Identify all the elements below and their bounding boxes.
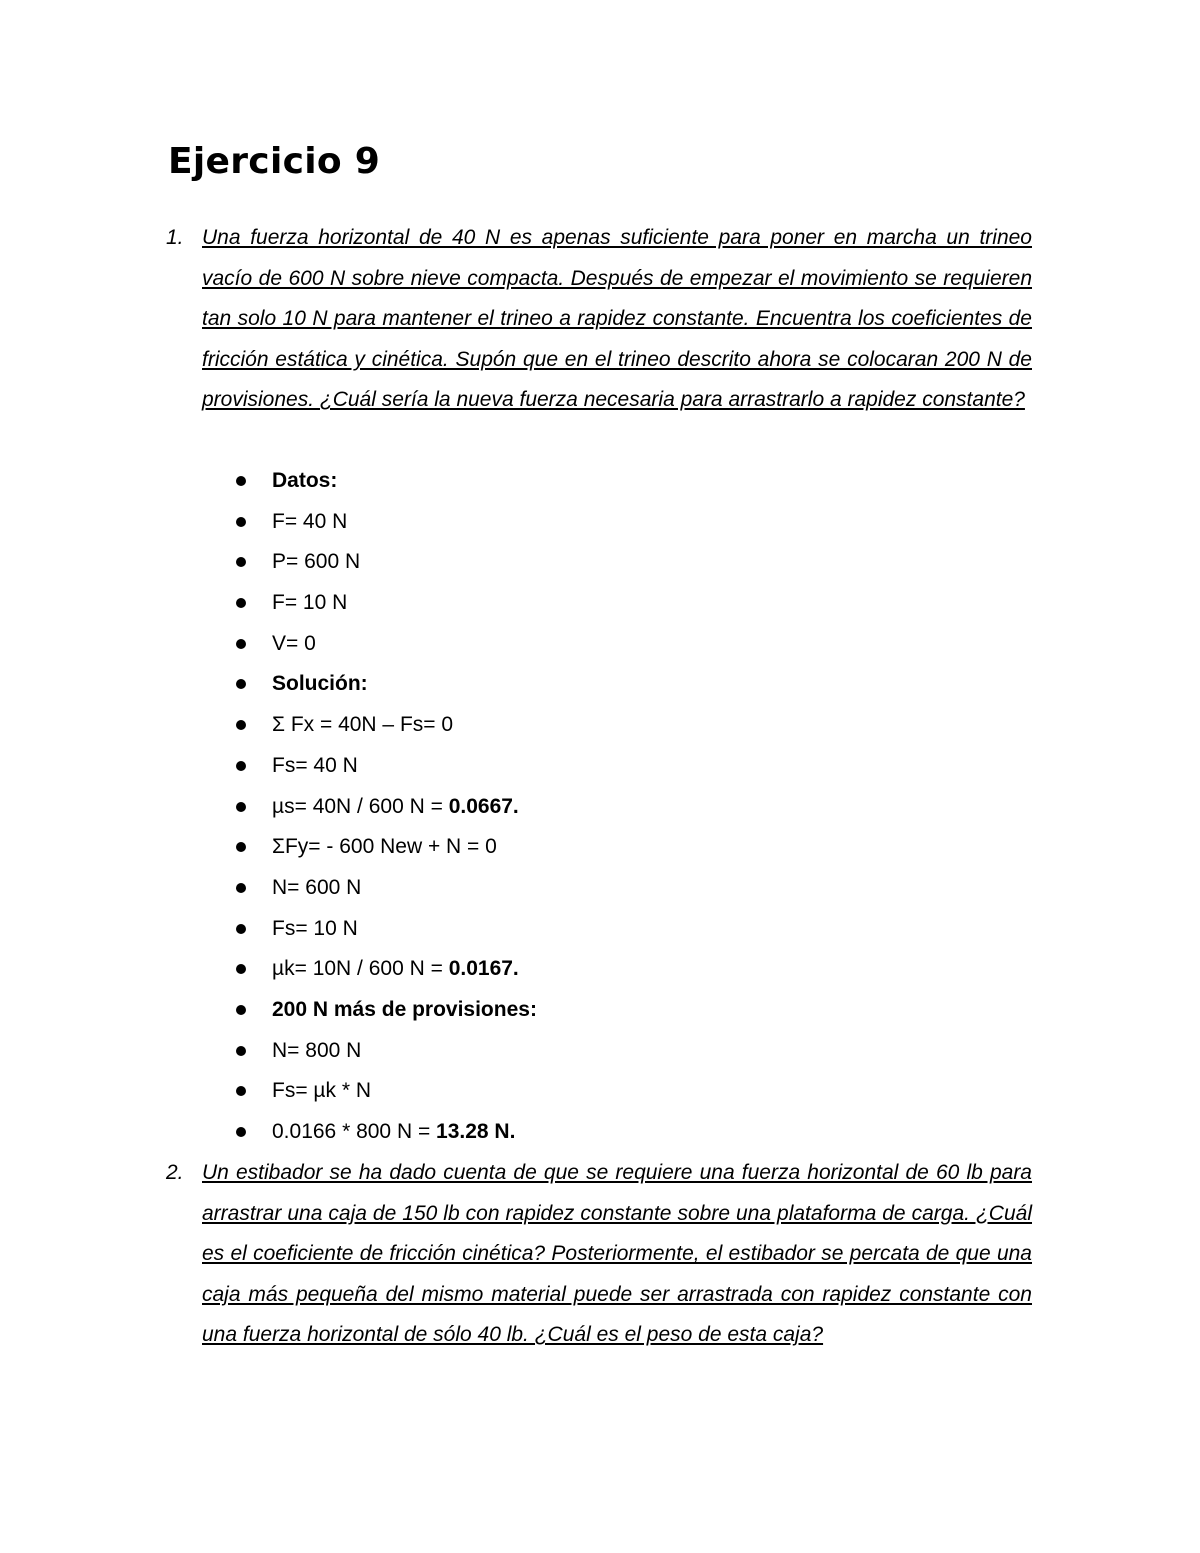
bullet-icon	[236, 802, 246, 812]
solution-step: Fs= 10 N	[272, 916, 358, 940]
solution-step: Fs= µk * N	[272, 1079, 372, 1103]
solution-step: Fs= 40 N	[272, 753, 358, 777]
solution-step: ΣFy= - 600 New + N = 0	[272, 835, 497, 859]
bullet-icon	[236, 761, 246, 771]
bullet-icon	[236, 557, 246, 567]
list-item	[236, 990, 537, 1031]
list-item	[236, 827, 537, 868]
bullet-icon	[236, 1046, 246, 1056]
list-item	[236, 949, 537, 990]
bullet-icon	[236, 476, 246, 486]
list-item	[236, 664, 537, 705]
list-item	[236, 1112, 537, 1153]
list-item	[236, 746, 537, 787]
problem-1-number: 1.	[166, 226, 184, 249]
solution-step: 0.0166 * 800 N =	[272, 1120, 437, 1143]
list-item	[236, 542, 537, 583]
list-item	[236, 909, 537, 950]
datos-heading: Datos:	[272, 469, 338, 492]
provisiones-heading: 200 N más de provisiones:	[272, 997, 537, 1021]
list-item	[236, 461, 537, 502]
bullet-icon	[236, 639, 246, 649]
list-item	[236, 502, 537, 543]
static-friction-result: 0.0667.	[448, 794, 519, 818]
list-item	[236, 787, 537, 828]
bullet-icon	[236, 1127, 246, 1137]
solution-list	[236, 461, 537, 1153]
problem-1	[166, 218, 1032, 421]
solution-step: N= 800 N	[272, 1038, 362, 1062]
datos-item: F= 10 N	[272, 591, 348, 615]
list-item	[236, 1071, 537, 1112]
kinetic-friction-result: 0.0167.	[448, 957, 519, 981]
solution-step: N= 600 N	[272, 875, 362, 899]
bullet-icon	[236, 924, 246, 934]
problem-2-number: 2.	[166, 1161, 184, 1184]
list-item	[236, 624, 537, 665]
solution-step: µk= 10N / 600 N =	[272, 957, 449, 981]
bullet-icon	[236, 1086, 246, 1096]
list-item	[236, 868, 537, 909]
bullet-icon	[236, 720, 246, 730]
bullet-icon	[236, 842, 246, 852]
bullet-icon	[236, 883, 246, 893]
list-item	[236, 583, 537, 624]
solution-step: µs= 40N / 600 N =	[272, 794, 449, 818]
list-item	[236, 1031, 537, 1072]
datos-item: F= 40 N	[272, 509, 348, 533]
list-item	[236, 705, 537, 746]
solucion-heading: Solución:	[272, 672, 368, 696]
problem-2-text: Un estibador se ha dado cuenta de que se requiere una fuerza horizontal de 60 lb para arrastrar una caja de 150 lb con rapidez constante sobre una plataforma de carga. ¿Cuál es el coeficiente de fricción cinética? Posteriormente, el estibador se percata de que una caja más pequeña del mismo material puede ser arrastrada con rapidez constante con una fuerza horizontal de sólo 40 lb. ¿Cuál es el peso de esta caja?	[202, 1161, 1032, 1347]
bullet-icon	[236, 517, 246, 527]
bullet-icon	[236, 1005, 246, 1015]
datos-item: V= 0	[272, 631, 316, 655]
bullet-icon	[236, 679, 246, 689]
problem-1-text: Una fuerza horizontal de 40 N es apenas suficiente para poner en marcha un trineo vacío de 600 N sobre nieve compacta. Después de empezar el movimiento se requieren tan solo 10 N para mantener el trineo a rapidez constante. Encuentra los coeficientes de fricción estática y cinética. Supón que en el trineo descrito ahora se colocaran 200 N de provisiones. ¿Cuál sería la nueva fuerza necesaria para arrastrarlo a rapidez constante?	[202, 226, 1032, 412]
solution-step: Σ Fx = 40N – Fs= 0	[272, 713, 454, 737]
page-title: Ejercicio 9	[168, 141, 381, 182]
new-force-result: 13.28 N.	[436, 1120, 516, 1143]
bullet-icon	[236, 598, 246, 608]
bullet-icon	[236, 964, 246, 974]
problem-2	[166, 1153, 1032, 1356]
datos-item: P= 600 N	[272, 550, 361, 574]
